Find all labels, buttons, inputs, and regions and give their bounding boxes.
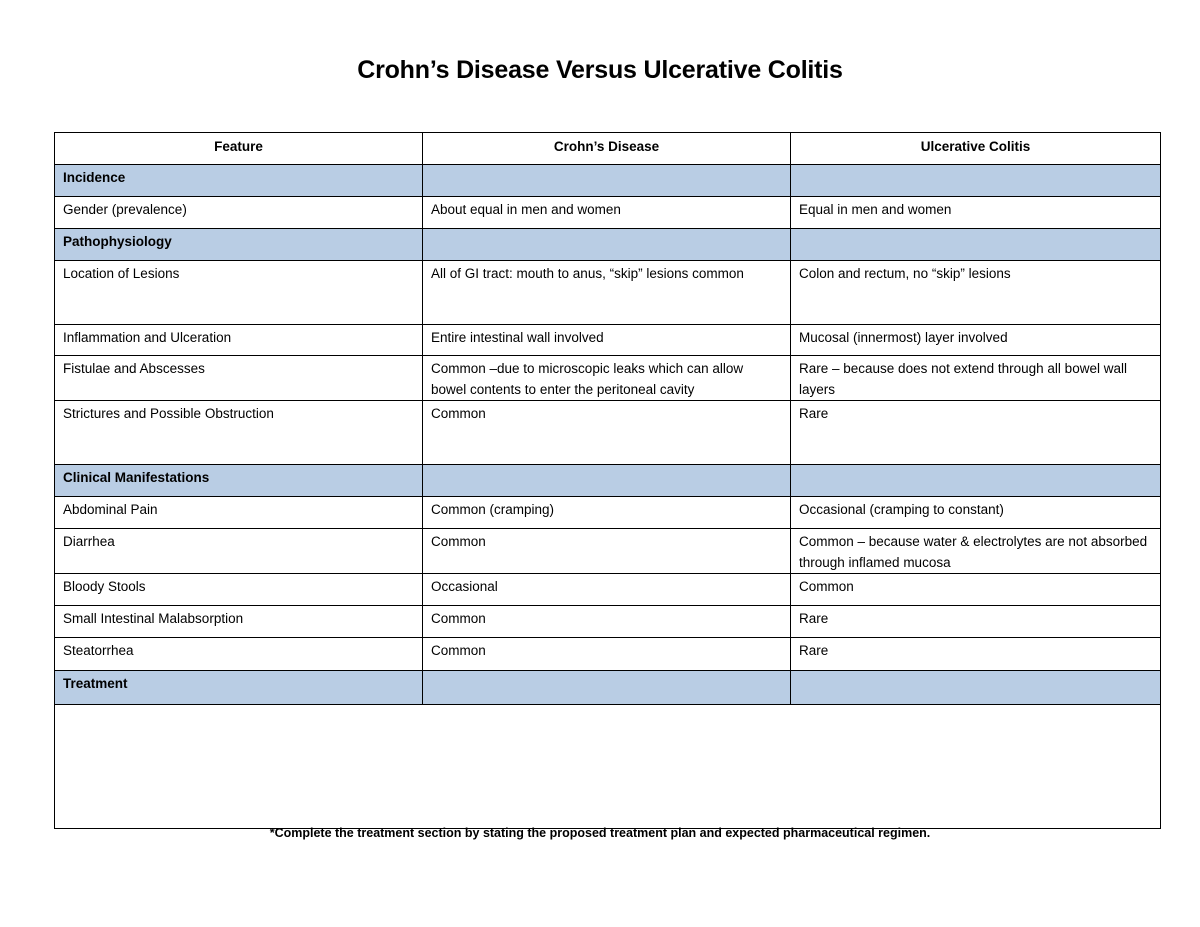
feature-cell: Incidence <box>55 165 423 197</box>
crohns-cell: About equal in men and women <box>423 197 791 229</box>
feature-cell: Abdominal Pain <box>55 497 423 529</box>
crohns-cell: All of GI tract: mouth to anus, “skip” lesions common <box>423 261 791 325</box>
table-row <box>55 261 1161 325</box>
feature-cell: Inflammation and Ulceration <box>55 325 423 356</box>
table-row <box>55 401 1161 465</box>
header-row <box>55 133 1161 165</box>
feature-cell: Small Intestinal Malabsorption <box>55 606 423 638</box>
feature-cell: Diarrhea <box>55 529 423 574</box>
section-row-treatment <box>55 671 1161 705</box>
table-row <box>55 325 1161 356</box>
treatment-answer-area <box>55 705 1161 829</box>
table-row <box>55 356 1161 401</box>
table-row <box>55 638 1161 671</box>
crohns-cell: Entire intestinal wall involved <box>423 325 791 356</box>
crohns-cell <box>423 465 791 497</box>
feature-cell: Clinical Manifestations <box>55 465 423 497</box>
uc-cell: Common – because water & electrolytes are not absorbed through inflamed mucosa <box>791 529 1161 574</box>
uc-cell: Rare <box>791 638 1161 671</box>
uc-cell <box>791 165 1161 197</box>
crohns-cell: Common <box>423 606 791 638</box>
feature-cell: Treatment <box>55 671 423 705</box>
page-title: Crohn’s Disease Versus Ulcerative Colitis <box>357 56 843 84</box>
uc-cell: Common <box>791 574 1161 606</box>
crohns-cell: Common (cramping) <box>423 497 791 529</box>
table-row <box>55 606 1161 638</box>
crohns-cell: Common <box>423 529 791 574</box>
footnote: *Complete the treatment section by stating the proposed treatment plan and expected pharmaceutical regimen. <box>269 826 931 840</box>
comparison-table <box>54 132 1161 829</box>
table-row <box>55 574 1161 606</box>
section-row-clinical-manifestations <box>55 465 1161 497</box>
crohns-cell: Common <box>423 401 791 465</box>
uc-cell: Rare – because does not extend through all bowel wall layers <box>791 356 1161 401</box>
treatment-blank-cell[interactable] <box>55 705 1161 829</box>
column-header-feature: Feature <box>55 133 423 165</box>
feature-cell: Strictures and Possible Obstruction <box>55 401 423 465</box>
uc-cell: Colon and rectum, no “skip” lesions <box>791 261 1161 325</box>
table-row <box>55 497 1161 529</box>
crohns-cell: Common <box>423 638 791 671</box>
feature-cell: Pathophysiology <box>55 229 423 261</box>
crohns-cell <box>423 229 791 261</box>
column-header-crohns: Crohn’s Disease <box>423 133 791 165</box>
crohns-cell <box>423 165 791 197</box>
crohns-cell <box>423 671 791 705</box>
crohns-cell: Occasional <box>423 574 791 606</box>
table-row <box>55 529 1161 574</box>
feature-cell: Fistulae and Abscesses <box>55 356 423 401</box>
column-header-uc: Ulcerative Colitis <box>791 133 1161 165</box>
uc-cell <box>791 229 1161 261</box>
crohns-cell: Common –due to microscopic leaks which can allow bowel contents to enter the peritoneal cavity <box>423 356 791 401</box>
feature-cell: Bloody Stools <box>55 574 423 606</box>
uc-cell: Occasional (cramping to constant) <box>791 497 1161 529</box>
uc-cell: Equal in men and women <box>791 197 1161 229</box>
uc-cell: Rare <box>791 401 1161 465</box>
section-row-pathophysiology <box>55 229 1161 261</box>
feature-cell: Location of Lesions <box>55 261 423 325</box>
feature-cell: Steatorrhea <box>55 638 423 671</box>
table-row <box>55 197 1161 229</box>
feature-cell: Gender (prevalence) <box>55 197 423 229</box>
uc-cell <box>791 671 1161 705</box>
uc-cell: Mucosal (innermost) layer involved <box>791 325 1161 356</box>
uc-cell: Rare <box>791 606 1161 638</box>
section-row-incidence <box>55 165 1161 197</box>
uc-cell <box>791 465 1161 497</box>
